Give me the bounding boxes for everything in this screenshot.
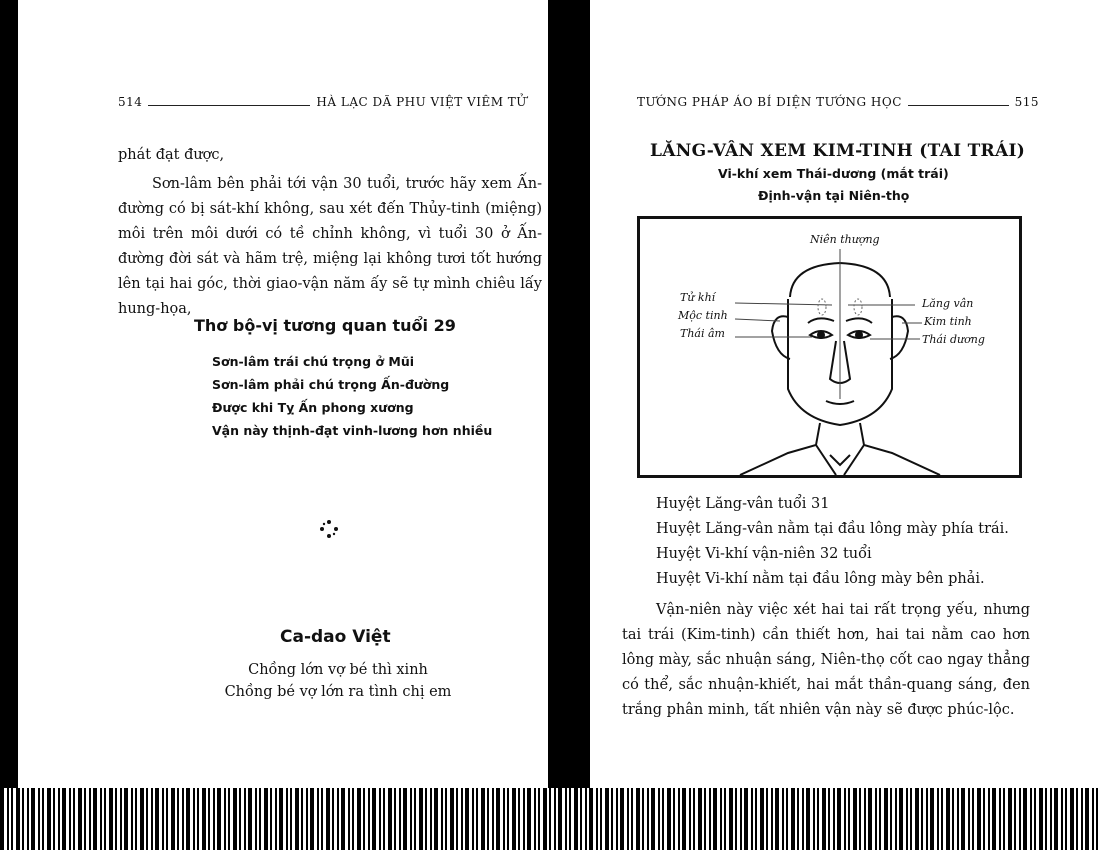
label-thai-am: Thái âm bbox=[680, 327, 725, 340]
scan-stripe bbox=[476, 788, 478, 850]
scan-stripe bbox=[38, 788, 40, 850]
scan-stripe bbox=[957, 788, 959, 850]
scan-stripe bbox=[100, 788, 102, 850]
scan-stripe bbox=[1096, 788, 1098, 850]
scan-stripe bbox=[151, 788, 153, 850]
poem-line: Vận này thịnh-đạt vinh-lương hơn nhiều bbox=[212, 423, 493, 438]
scan-stripe bbox=[78, 788, 82, 850]
scan-stripe bbox=[62, 788, 66, 850]
scan-stripe bbox=[368, 788, 370, 850]
scan-stripe bbox=[651, 788, 655, 850]
left-running-head bbox=[118, 95, 528, 109]
scan-stripe bbox=[596, 788, 598, 850]
scan-stripe bbox=[244, 788, 246, 850]
poem-line: Được khi Tỵ Ấn phong xương bbox=[212, 400, 414, 415]
scan-stripe bbox=[16, 788, 20, 850]
scan-stripe bbox=[647, 788, 649, 850]
scan-stripe bbox=[239, 788, 241, 850]
scan-stripe bbox=[837, 788, 841, 850]
scan-stripe bbox=[673, 788, 675, 850]
scan-stripe bbox=[472, 788, 474, 850]
left-page-number: 514 bbox=[118, 95, 143, 109]
scan-stripe bbox=[930, 788, 934, 850]
scan-stripe bbox=[414, 788, 416, 850]
scan-stripe bbox=[1014, 788, 1016, 850]
scan-stripe bbox=[817, 788, 819, 850]
scan-stripe bbox=[899, 788, 903, 850]
scan-stripe bbox=[642, 788, 644, 850]
scan-stripe bbox=[372, 788, 376, 850]
right-page bbox=[600, 0, 1100, 850]
scan-stripe bbox=[279, 788, 283, 850]
scan-stripe bbox=[751, 788, 753, 850]
scan-stripe bbox=[620, 788, 624, 850]
ornament-icon bbox=[318, 518, 340, 540]
scan-stripe bbox=[228, 788, 230, 850]
scan-stripe bbox=[926, 788, 928, 850]
scan-stripe bbox=[580, 788, 582, 850]
scan-stripe bbox=[512, 788, 516, 850]
scan-stripe bbox=[1061, 788, 1063, 850]
scan-stripe bbox=[146, 788, 148, 850]
scan-stripe bbox=[202, 788, 206, 850]
scan-stripe bbox=[952, 788, 954, 850]
scan-stripe bbox=[983, 788, 985, 850]
scan-stripe bbox=[740, 788, 742, 850]
label-thai-duong: Thái dương bbox=[922, 333, 985, 346]
scan-stripe bbox=[120, 788, 122, 850]
scan-stripe bbox=[972, 788, 974, 850]
scan-stripe bbox=[208, 788, 210, 850]
scan-stripe bbox=[977, 788, 981, 850]
left-running-title: HÀ LẠC DÃ PHU VIỆT VIÊM TỬ bbox=[316, 95, 527, 109]
scan-stripe bbox=[264, 788, 268, 850]
scan-stripe bbox=[224, 788, 226, 850]
scan-stripe bbox=[910, 788, 912, 850]
scan-stripe bbox=[600, 788, 602, 850]
scan-stripe bbox=[636, 788, 640, 850]
scan-stripe bbox=[616, 788, 618, 850]
scan-stripe bbox=[961, 788, 965, 850]
scan-stripe bbox=[667, 788, 671, 850]
scan-stripe bbox=[868, 788, 872, 850]
scan-stripe bbox=[709, 788, 711, 850]
scan-stripe bbox=[682, 788, 686, 850]
scan-stripe bbox=[1008, 788, 1012, 850]
scan-stripe bbox=[352, 788, 354, 850]
scan-stripe bbox=[465, 788, 469, 850]
poem-title: Thơ bộ-vị tương quan tuổi 29 bbox=[194, 316, 456, 335]
scan-stripe bbox=[383, 788, 385, 850]
scan-stripe bbox=[22, 788, 24, 850]
notes-block bbox=[656, 492, 1046, 592]
scan-stripe bbox=[848, 788, 850, 850]
scan-stripe bbox=[802, 788, 804, 850]
scan-stripe bbox=[399, 788, 401, 850]
scan-stripe bbox=[441, 788, 443, 850]
scan-stripe bbox=[527, 788, 531, 850]
scan-stripe bbox=[73, 788, 75, 850]
scan-stripe bbox=[425, 788, 427, 850]
scan-stripe bbox=[332, 788, 334, 850]
scan-stripe bbox=[992, 788, 996, 850]
scan-stripe bbox=[864, 788, 866, 850]
scan-stripe bbox=[363, 788, 365, 850]
scan-stripe bbox=[558, 788, 562, 850]
scan-stripe bbox=[326, 788, 330, 850]
face-drawing bbox=[640, 219, 1019, 475]
scan-stripe bbox=[906, 788, 908, 850]
scan-stripe bbox=[388, 788, 392, 850]
scan-stripe bbox=[461, 788, 463, 850]
scan-stripe bbox=[890, 788, 892, 850]
scan-stripe bbox=[155, 788, 159, 850]
scan-stripe bbox=[27, 788, 29, 850]
cadao-line: Chồng lớn vợ bé thì xinh bbox=[248, 662, 428, 678]
scan-stripe bbox=[605, 788, 609, 850]
scan-stripe bbox=[937, 788, 939, 850]
note-line: Huyệt Lăng-vân tuổi 31 bbox=[656, 496, 830, 512]
scan-stripe bbox=[89, 788, 91, 850]
scan-stripe bbox=[445, 788, 447, 850]
label-tu-khi: Tử khí bbox=[680, 291, 716, 304]
scan-stripe bbox=[341, 788, 345, 850]
scan-stripe bbox=[255, 788, 257, 850]
left-page bbox=[18, 0, 548, 850]
scan-stripe bbox=[295, 788, 299, 850]
scan-stripe bbox=[496, 788, 500, 850]
scan-stripe bbox=[574, 788, 578, 850]
scan-stripe bbox=[693, 788, 695, 850]
scan-stripe bbox=[689, 788, 691, 850]
page-title: LĂNG-VÂN XEM KIM-TINH (TAI TRÁI) bbox=[650, 141, 1026, 161]
scan-stripe bbox=[698, 788, 702, 850]
scan-stripe bbox=[627, 788, 629, 850]
intro-line: phát đạt được, bbox=[118, 147, 225, 163]
scan-stripe bbox=[31, 788, 35, 850]
scan-stripe bbox=[631, 788, 633, 850]
scan-stripe bbox=[658, 788, 660, 850]
scan-stripe bbox=[791, 788, 795, 850]
scan-stripe bbox=[233, 788, 237, 850]
label-kim-tinh: Kim tinh bbox=[924, 315, 972, 328]
subtitle-2: Định-vận tại Niên-thọ bbox=[758, 188, 910, 203]
scan-stripe bbox=[193, 788, 195, 850]
scan-stripe bbox=[84, 788, 86, 850]
poem-line: Sơn-lâm trái chú trọng ở Mũi bbox=[212, 354, 415, 369]
scan-stripe bbox=[337, 788, 339, 850]
note-line: Huyệt Vi-khí nằm tại đầu lông mày bên phải. bbox=[656, 571, 985, 587]
scan-stripe bbox=[946, 788, 950, 850]
scan-stripe bbox=[523, 788, 525, 850]
scan-stripe bbox=[306, 788, 308, 850]
scan-stripe bbox=[197, 788, 199, 850]
right-running-head bbox=[637, 95, 1039, 109]
scan-stripe bbox=[1045, 788, 1047, 850]
scan-stripe bbox=[503, 788, 505, 850]
scan-stripe bbox=[131, 788, 133, 850]
scan-stripe bbox=[554, 788, 556, 850]
scan-stripe bbox=[135, 788, 137, 850]
scan-stripe bbox=[813, 788, 815, 850]
scan-stripe bbox=[456, 788, 458, 850]
scan-stripe bbox=[729, 788, 733, 850]
scan-stripe bbox=[42, 788, 44, 850]
scan-stripe bbox=[941, 788, 943, 850]
scan-stripe bbox=[507, 788, 509, 850]
scan-stripe bbox=[492, 788, 494, 850]
scan-stripe bbox=[662, 788, 664, 850]
scan-stripe bbox=[0, 788, 4, 850]
scan-stripe bbox=[766, 788, 768, 850]
face-diagram bbox=[637, 216, 1022, 478]
scan-stripe bbox=[806, 788, 810, 850]
scan-stripe bbox=[69, 788, 71, 850]
scan-stripe bbox=[301, 788, 303, 850]
body-paragraph-left: Sơn-lâm bên phải tới vận 30 tuổi, trước hãy xem Ấn-đường có bị sát-khí không, sau xét đến Thủy-tinh (miệng) môi trên môi dưới có tề chỉnh không, vì tuổi 30 ở Ấn-đường đời sát và hãm trệ, miệng lại không tươi tốt hướng lên tại hai góc, thời giao-vận năm ấy sẽ tự mình chiêu lấy hung-họa, bbox=[118, 176, 542, 317]
scan-stripe bbox=[549, 788, 551, 850]
scan-stripe bbox=[1050, 788, 1052, 850]
scan-stripe bbox=[379, 788, 381, 850]
scan-stripe bbox=[1023, 788, 1027, 850]
scan-stripe bbox=[999, 788, 1001, 850]
scan-stripe bbox=[678, 788, 680, 850]
scan-stripe-artifact bbox=[0, 788, 1100, 850]
scan-stripe bbox=[518, 788, 520, 850]
scan-stripe bbox=[1003, 788, 1005, 850]
scan-stripe bbox=[11, 788, 13, 850]
label-nien-thuong: Niên thượng bbox=[810, 233, 880, 246]
note-line: Huyệt Lăng-vân nằm tại đầu lông mày phía trái. bbox=[656, 521, 1009, 537]
body-paragraph-right: Vận-niên này việc xét hai tai rất trọng yếu, nhưng tai trái (Kim-tinh) cần thiết hơn, hai tai nằm cao hơn lông mày, sắc nhuận sáng, Niên-thọ cốt cao ngay thẳng có thể, sắc nhuận-khiết, hai mắt thần-quang sáng, đen trắng phân minh, tất nhiên vận này sẽ được phúc-lộc. bbox=[622, 602, 1030, 718]
scan-stripe bbox=[357, 788, 361, 850]
scan-stripe bbox=[822, 788, 826, 850]
scan-stripe bbox=[720, 788, 722, 850]
scan-stripe bbox=[104, 788, 106, 850]
scan-stripe bbox=[735, 788, 737, 850]
scan-stripe bbox=[403, 788, 407, 850]
scan-stripe bbox=[217, 788, 221, 850]
scan-stripe bbox=[775, 788, 779, 850]
scan-stripe bbox=[162, 788, 164, 850]
scan-stripe bbox=[797, 788, 799, 850]
scan-stripe bbox=[611, 788, 613, 850]
scan-stripe bbox=[1085, 788, 1089, 850]
scan-stripe bbox=[859, 788, 861, 850]
scan-stripe bbox=[321, 788, 323, 850]
scan-stripe bbox=[884, 788, 888, 850]
scan-stripe bbox=[915, 788, 919, 850]
scan-stripe bbox=[481, 788, 485, 850]
scan-stripe bbox=[543, 788, 547, 850]
scan-stripe bbox=[1076, 788, 1078, 850]
scan-stripe bbox=[259, 788, 261, 850]
scan-stripe bbox=[1019, 788, 1021, 850]
scan-stripe bbox=[171, 788, 175, 850]
scan-stripe bbox=[833, 788, 835, 850]
scan-stripe bbox=[213, 788, 215, 850]
poem-line: Sơn-lâm phải chú trọng Ấn-đường bbox=[212, 377, 450, 392]
scan-stripe bbox=[565, 788, 567, 850]
scan-stripe bbox=[589, 788, 593, 850]
scan-stripe bbox=[47, 788, 51, 850]
scan-stripe bbox=[109, 788, 113, 850]
spine-shadow bbox=[548, 0, 590, 790]
subtitle-1: Vi-khí xem Thái-dương (mắt trái) bbox=[718, 166, 949, 181]
scan-stripe bbox=[782, 788, 784, 850]
scan-stripe bbox=[786, 788, 788, 850]
scan-stripe bbox=[7, 788, 9, 850]
scan-stripe bbox=[186, 788, 190, 850]
scan-stripe bbox=[1065, 788, 1067, 850]
scan-stripe bbox=[1054, 788, 1058, 850]
scan-stripe bbox=[270, 788, 272, 850]
scan-stripe bbox=[988, 788, 990, 850]
scan-stripe bbox=[290, 788, 292, 850]
scan-stripe bbox=[419, 788, 423, 850]
label-lang-van: Lăng vân bbox=[922, 297, 974, 310]
scan-stripe bbox=[1034, 788, 1036, 850]
scan-stripe bbox=[875, 788, 877, 850]
scan-stripe bbox=[755, 788, 757, 850]
scan-stripe bbox=[394, 788, 396, 850]
poem-block bbox=[212, 350, 492, 442]
header-rule bbox=[908, 105, 1009, 106]
scan-stripe bbox=[450, 788, 454, 850]
scan-stripe bbox=[182, 788, 184, 850]
label-moc-tinh: Mộc tinh bbox=[678, 309, 728, 322]
right-page-number: 515 bbox=[1014, 95, 1039, 109]
scan-stripe bbox=[53, 788, 55, 850]
scan-stripe bbox=[348, 788, 350, 850]
scan-stripe bbox=[713, 788, 717, 850]
scan-stripe bbox=[534, 788, 536, 850]
scan-stripe bbox=[248, 788, 252, 850]
scan-stripe bbox=[760, 788, 764, 850]
scan-stripe bbox=[487, 788, 489, 850]
scan-stripe bbox=[844, 788, 846, 850]
scan-stripe bbox=[177, 788, 179, 850]
scan-stripe bbox=[1092, 788, 1094, 850]
scan-stripe bbox=[724, 788, 726, 850]
scan-stripe bbox=[1081, 788, 1083, 850]
scan-stripe bbox=[569, 788, 571, 850]
scan-stripe bbox=[771, 788, 773, 850]
scan-stripe bbox=[895, 788, 897, 850]
cadao-line: Chồng bé vợ lớn ra tình chị em bbox=[224, 684, 452, 700]
scan-stripe bbox=[538, 788, 540, 850]
left-scan-edge bbox=[0, 0, 18, 790]
cadao-title: Ca-dao Việt bbox=[280, 627, 391, 647]
scan-stripe bbox=[585, 788, 587, 850]
scan-stripe bbox=[968, 788, 970, 850]
scan-stripe bbox=[410, 788, 412, 850]
scan-stripe bbox=[1039, 788, 1043, 850]
scan-stripe bbox=[434, 788, 438, 850]
scan-stripe bbox=[317, 788, 319, 850]
scan-stripe bbox=[93, 788, 97, 850]
scan-stripe bbox=[310, 788, 314, 850]
scan-stripe bbox=[124, 788, 128, 850]
scan-stripe bbox=[744, 788, 748, 850]
note-line: Huyệt Vi-khí vận-niên 32 tuổi bbox=[656, 546, 872, 562]
scan-stripe bbox=[1070, 788, 1074, 850]
scan-stripe bbox=[921, 788, 923, 850]
scan-stripe bbox=[140, 788, 144, 850]
scan-stripe bbox=[275, 788, 277, 850]
right-running-title: TƯỚNG PHÁP ÁO BÍ DIỆN TƯỚNG HỌC bbox=[637, 95, 902, 109]
scan-stripe bbox=[115, 788, 117, 850]
scan-stripe bbox=[828, 788, 830, 850]
scan-stripe bbox=[286, 788, 288, 850]
scan-stripe bbox=[853, 788, 857, 850]
scan-stripe bbox=[58, 788, 60, 850]
scan-stripe bbox=[166, 788, 168, 850]
scan-stripe bbox=[879, 788, 881, 850]
cadao-block bbox=[208, 659, 468, 703]
scan-stripe bbox=[430, 788, 432, 850]
scan-stripe bbox=[704, 788, 706, 850]
scan-stripe bbox=[1030, 788, 1032, 850]
header-rule bbox=[148, 105, 310, 106]
